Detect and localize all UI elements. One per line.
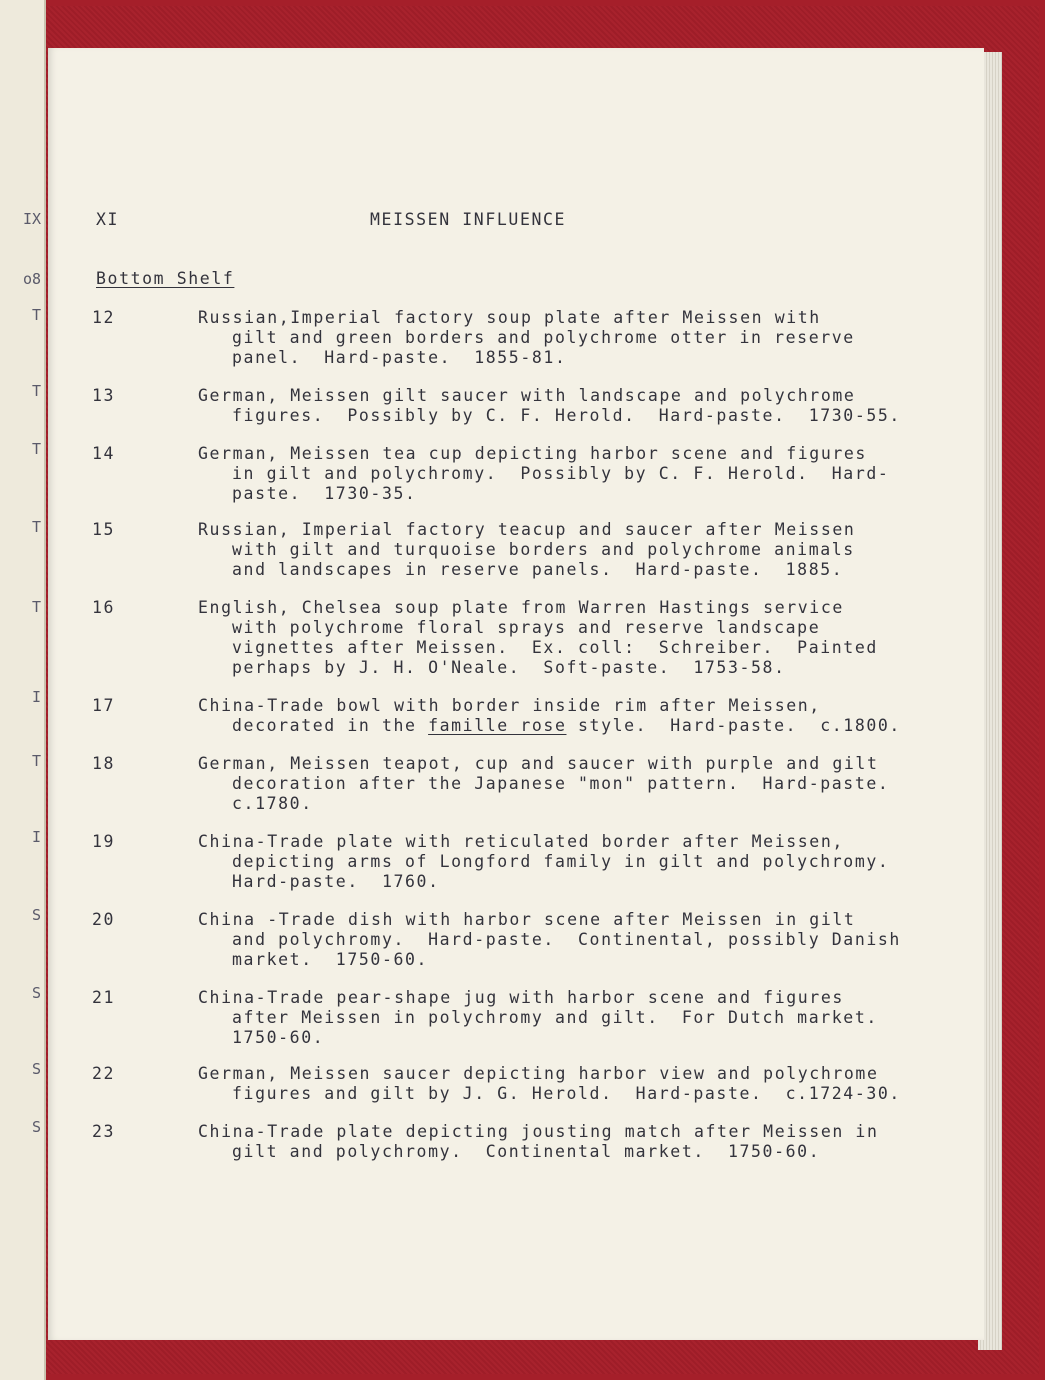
entry-line: 1750-60. bbox=[232, 1028, 325, 1047]
underlined-term: famille rose bbox=[428, 716, 567, 735]
section-title: MEISSEN INFLUENCE bbox=[370, 210, 567, 229]
entry-number: 22 bbox=[92, 1064, 116, 1083]
entry-line: c.1780. bbox=[232, 794, 313, 813]
entry-line: China-Trade bowl with border inside rim after Meissen, bbox=[198, 696, 821, 715]
entry-line: gilt and green borders and polychrome otter in reserve bbox=[232, 328, 855, 347]
entry-number: 16 bbox=[92, 598, 116, 617]
facing-page-glyph: T bbox=[31, 382, 41, 400]
entry-line: market. 1750-60. bbox=[232, 950, 429, 969]
entry-number: 12 bbox=[92, 308, 116, 327]
entry-description bbox=[198, 444, 938, 504]
entry-line: decoration after the Japanese "mon" pattern. Hard-paste. bbox=[232, 774, 890, 793]
entry-line: with polychrome floral sprays and reserve landscape bbox=[232, 618, 821, 637]
entry-line: German, Meissen gilt saucer with landscape and polychrome bbox=[198, 386, 856, 405]
entry-number: 18 bbox=[92, 754, 116, 773]
entry-line: panel. Hard-paste. 1855-81. bbox=[232, 348, 567, 367]
entry-description bbox=[198, 1122, 938, 1162]
facing-page-glyph: T bbox=[31, 752, 41, 770]
entry-line: vignettes after Meissen. Ex. coll: Schreiber. Painted bbox=[232, 638, 878, 657]
facing-page-glyph: S bbox=[31, 984, 41, 1002]
facing-page-glyph: S bbox=[31, 1060, 41, 1078]
entry-line: paste. 1730-35. bbox=[232, 484, 417, 503]
entry-line: China-Trade pear-shape jug with harbor scene and figures bbox=[198, 988, 844, 1007]
facing-page-glyph: T bbox=[31, 518, 41, 536]
facing-page-glyph: I bbox=[31, 688, 41, 706]
entry-line: Russian,Imperial factory soup plate after Meissen with bbox=[198, 308, 821, 327]
entry-number: 15 bbox=[92, 520, 116, 539]
entry-line: after Meissen in polychromy and gilt. For Dutch market. bbox=[232, 1008, 878, 1027]
facing-page-glyph: I bbox=[31, 828, 41, 846]
entry-line: perhaps by J. H. O'Neale. Soft-paste. 1753-58. bbox=[232, 658, 786, 677]
facing-page-glyph: IX bbox=[22, 210, 41, 228]
entry-line: China-Trade plate with reticulated border after Meissen, bbox=[198, 832, 844, 851]
entry-number: 14 bbox=[92, 444, 116, 463]
entry-description bbox=[198, 910, 938, 970]
entry-description bbox=[198, 308, 938, 368]
entry-number: 19 bbox=[92, 832, 116, 851]
entry-line: China -Trade dish with harbor scene after Meissen in gilt bbox=[198, 910, 856, 929]
entry-description bbox=[198, 1064, 938, 1104]
entry-number: 23 bbox=[92, 1122, 116, 1141]
entry-line: gilt and polychromy. Continental market. 1750-60. bbox=[232, 1142, 821, 1161]
entry-description bbox=[198, 988, 938, 1048]
entry-line: German, Meissen teapot, cup and saucer with purple and gilt bbox=[198, 754, 879, 773]
facing-page-glyph: S bbox=[31, 906, 41, 924]
entry-line: figures. Possibly by C. F. Herold. Hard-paste. 1730-55. bbox=[232, 406, 901, 425]
entry-description bbox=[198, 754, 938, 814]
entry-line: and landscapes in reserve panels. Hard-paste. 1885. bbox=[232, 560, 844, 579]
facing-page-glyph: T bbox=[31, 598, 41, 616]
facing-page-glyph: o8 bbox=[22, 270, 41, 288]
entry-line: German, Meissen tea cup depicting harbor scene and figures bbox=[198, 444, 867, 463]
entry-line: with gilt and turquoise borders and polychrome animals bbox=[232, 540, 855, 559]
entry-number: 13 bbox=[92, 386, 116, 405]
facing-page-glyph: T bbox=[31, 440, 41, 458]
entry-number: 17 bbox=[92, 696, 116, 715]
section-number: XI bbox=[96, 210, 120, 229]
entry-description bbox=[198, 696, 938, 736]
entry-description bbox=[198, 520, 938, 580]
entry-line: China-Trade plate depicting jousting match after Meissen in bbox=[198, 1122, 879, 1141]
shelf-heading: Bottom Shelf bbox=[96, 269, 235, 288]
entry-number: 21 bbox=[92, 988, 116, 1007]
entry-description bbox=[198, 386, 938, 426]
entry-description bbox=[198, 598, 938, 678]
entry-line: Hard-paste. 1760. bbox=[232, 872, 440, 891]
entry-line: figures and gilt by J. G. Herold. Hard-paste. c.1724-30. bbox=[232, 1084, 901, 1103]
entry-line: German, Meissen saucer depicting harbor view and polychrome bbox=[198, 1064, 879, 1083]
entry-line: Russian, Imperial factory teacup and saucer after Meissen bbox=[198, 520, 856, 539]
entry-line: English, Chelsea soup plate from Warren Hastings service bbox=[198, 598, 844, 617]
facing-page-glyph: T bbox=[31, 306, 41, 324]
entry-description bbox=[198, 832, 938, 892]
facing-page-edge bbox=[0, 0, 46, 1380]
entry-line: decorated in the famille rose style. Hard-paste. c.1800. bbox=[232, 716, 901, 735]
entry-line: in gilt and polychromy. Possibly by C. F. Herold. Hard- bbox=[232, 464, 890, 483]
entry-line: and polychromy. Hard-paste. Continental, possibly Danish bbox=[232, 930, 901, 949]
entry-line: depicting arms of Longford family in gilt and polychromy. bbox=[232, 852, 890, 871]
entry-number: 20 bbox=[92, 910, 116, 929]
facing-page-glyph: S bbox=[31, 1118, 41, 1136]
